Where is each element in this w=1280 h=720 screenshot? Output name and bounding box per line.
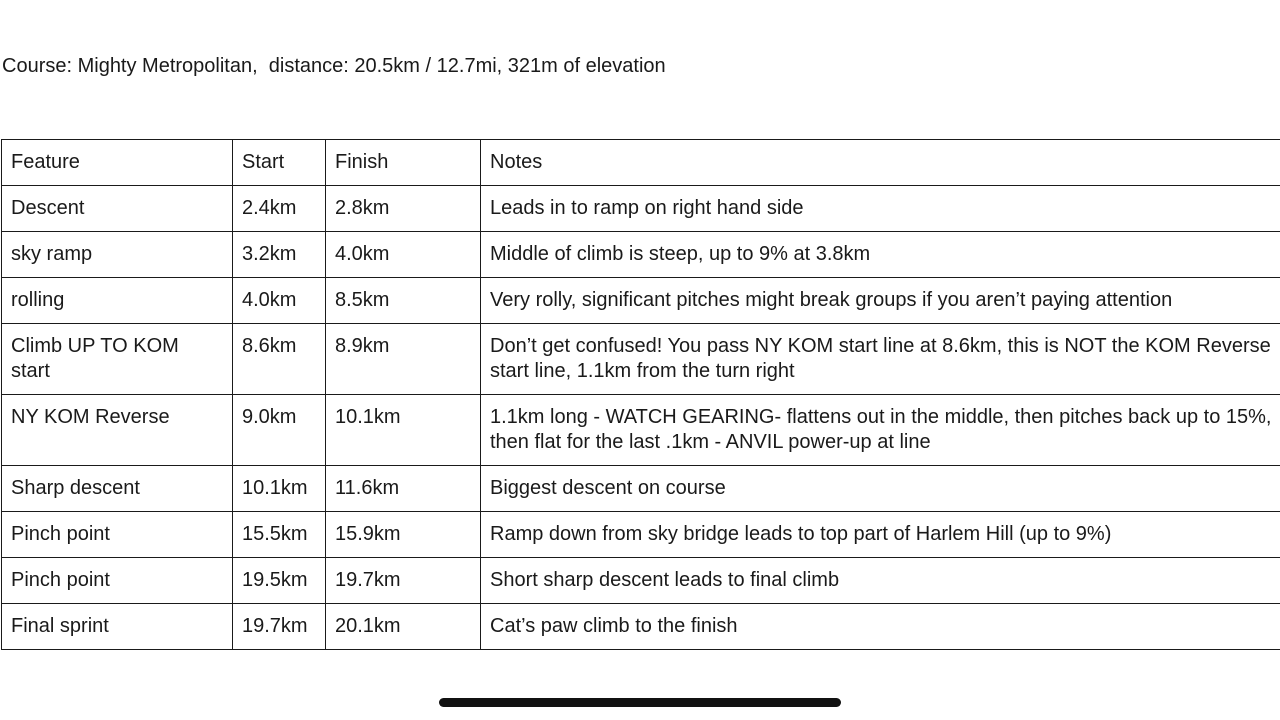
home-indicator-bar[interactable]	[439, 698, 841, 707]
finish-cell: 19.7km	[326, 558, 481, 604]
table-row	[2, 466, 1280, 512]
start-cell: 9.0km	[233, 395, 326, 466]
finish-cell: 10.1km	[326, 395, 481, 466]
table-header-row	[2, 140, 1280, 186]
start-cell: 10.1km	[233, 466, 326, 512]
feature-cell: Descent	[2, 186, 233, 232]
notes-cell: Cat’s paw climb to the finish	[481, 604, 1280, 650]
start-cell: 4.0km	[233, 278, 326, 324]
feature-cell: NY KOM Reverse	[2, 395, 233, 466]
table-row	[2, 395, 1280, 466]
table-row	[2, 558, 1280, 604]
finish-cell: 8.9km	[326, 324, 481, 395]
header-finish: Finish	[326, 140, 481, 186]
notes-cell: Short sharp descent leads to final climb	[481, 558, 1280, 604]
notes-cell: 1.1km long - WATCH GEARING- flattens out in the middle, then pitches back up to 15%, then flat for the last .1km - ANVIL power-up at line	[481, 395, 1280, 466]
table-row	[2, 186, 1280, 232]
feature-cell: Final sprint	[2, 604, 233, 650]
table-row	[2, 278, 1280, 324]
course-heading: Course: Mighty Metropolitan, distance: 20.5km / 12.7mi, 321m of elevation	[2, 55, 666, 77]
header-notes: Notes	[481, 140, 1280, 186]
start-cell: 15.5km	[233, 512, 326, 558]
notes-cell: Middle of climb is steep, up to 9% at 3.8km	[481, 232, 1280, 278]
table-row	[2, 324, 1280, 395]
header-start: Start	[233, 140, 326, 186]
feature-cell: Climb UP TO KOM start	[2, 324, 233, 395]
start-cell: 19.7km	[233, 604, 326, 650]
notes-cell: Biggest descent on course	[481, 466, 1280, 512]
start-cell: 19.5km	[233, 558, 326, 604]
feature-cell: Pinch point	[2, 512, 233, 558]
finish-cell: 2.8km	[326, 186, 481, 232]
start-cell: 3.2km	[233, 232, 326, 278]
notes-cell: Leads in to ramp on right hand side	[481, 186, 1280, 232]
finish-cell: 8.5km	[326, 278, 481, 324]
feature-cell: sky ramp	[2, 232, 233, 278]
notes-cell: Very rolly, significant pitches might break groups if you aren’t paying attention	[481, 278, 1280, 324]
table-row	[2, 512, 1280, 558]
notes-cell: Ramp down from sky bridge leads to top part of Harlem Hill (up to 9%)	[481, 512, 1280, 558]
start-cell: 8.6km	[233, 324, 326, 395]
feature-cell: Sharp descent	[2, 466, 233, 512]
finish-cell: 4.0km	[326, 232, 481, 278]
feature-cell: Pinch point	[2, 558, 233, 604]
finish-cell: 11.6km	[326, 466, 481, 512]
notes-cell: Don’t get confused! You pass NY KOM start line at 8.6km, this is NOT the KOM Reverse start line, 1.1km from the turn right	[481, 324, 1280, 395]
header-feature: Feature	[2, 140, 233, 186]
finish-cell: 15.9km	[326, 512, 481, 558]
course-features-table	[1, 139, 1280, 650]
start-cell: 2.4km	[233, 186, 326, 232]
table-row	[2, 232, 1280, 278]
table-row	[2, 604, 1280, 650]
finish-cell: 20.1km	[326, 604, 481, 650]
feature-cell: rolling	[2, 278, 233, 324]
